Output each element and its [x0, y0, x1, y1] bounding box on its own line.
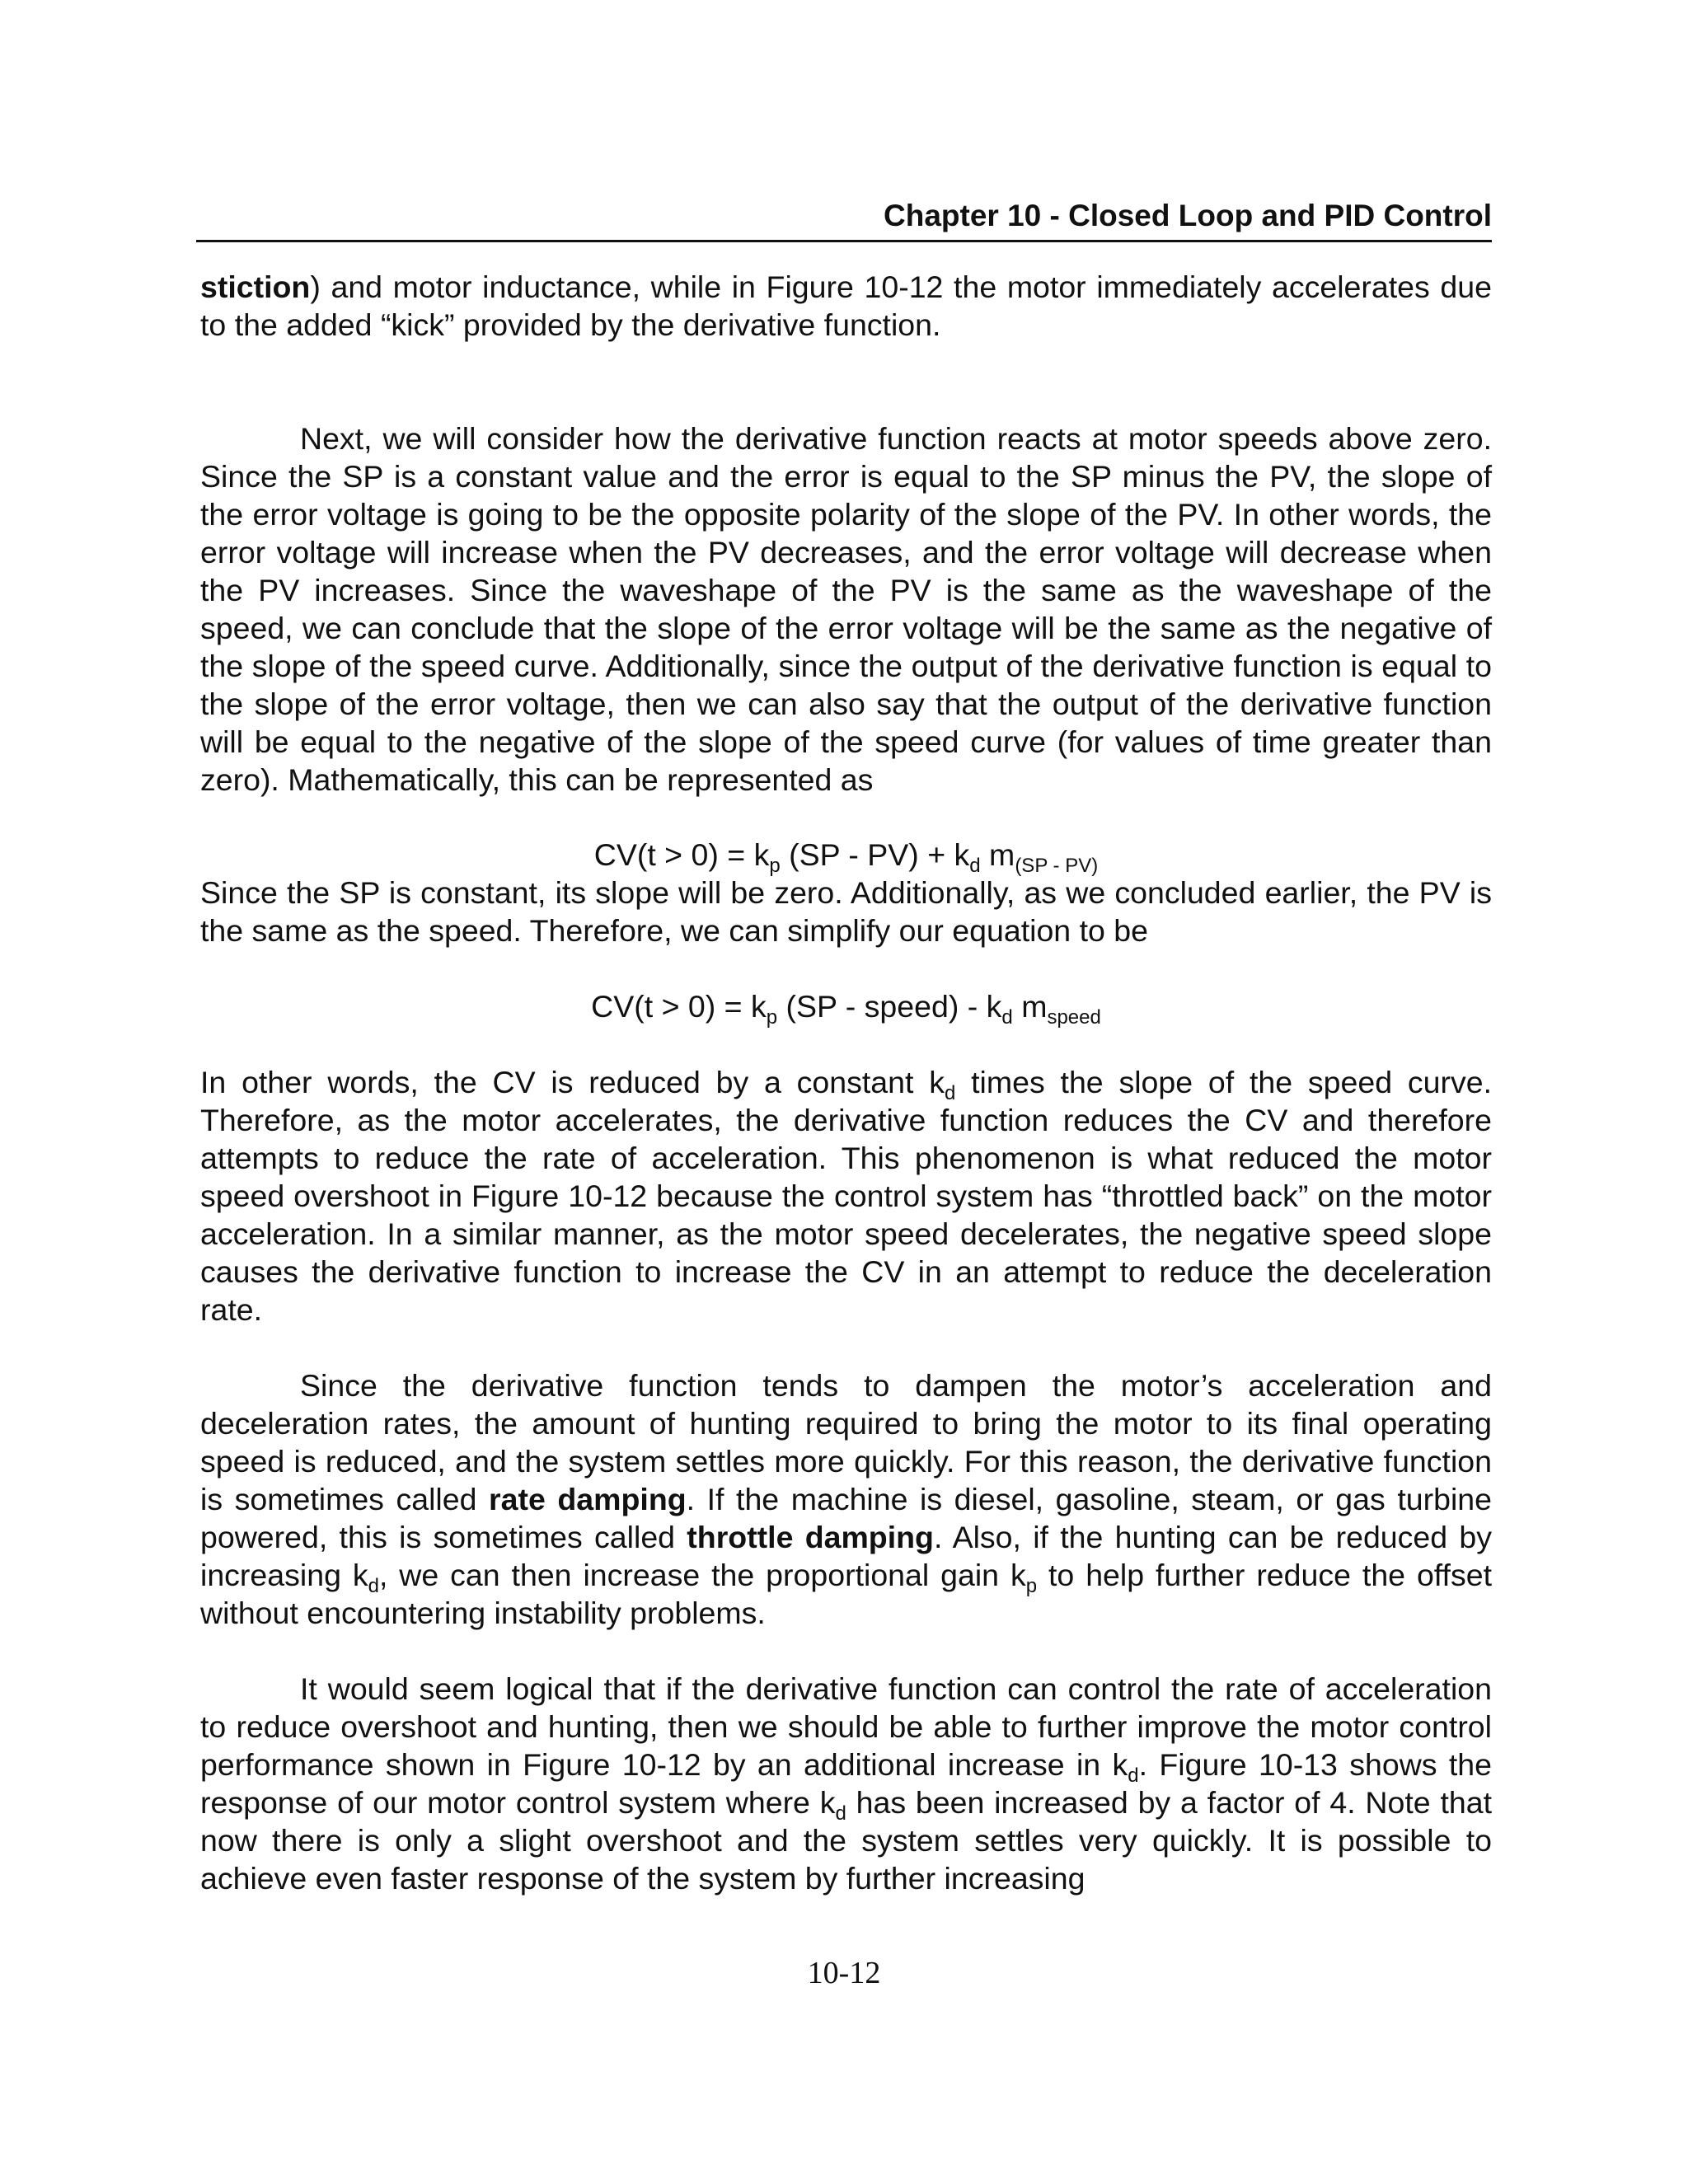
equation-2: $CV(t > 0) = k_p$ (SP - speed) - $k_d$ $m_{speed}$: [591, 989, 1101, 1029]
bold-term-throttle-damping: throttle damping: [687, 1520, 934, 1554]
chapter-header: Chapter 10 - Closed Loop and PID Control: [884, 199, 1492, 232]
paragraph-1: stiction) and motor inductance, while in Figure 10-12 the motor immediately accelerates due to the added “kick” provided by the derivative function.: [200, 269, 1492, 342]
equation-1: $CV(t > 0) = k_p$ $(SP - PV) + k_d$ $m_{(SP - PV)}$: [593, 837, 1099, 877]
paragraph-5: Since the derivative function tends to dampen the motor’s acceleration and deceleration rates, the amount of hunting required to bring the motor to its final operating speed is reduced, and the system settles more quickly. For this reason, the derivative function is sometimes called rate damping. If the machine is diesel, gasoline, steam, or gas turbine powered, this is sometimes called throttle damping. Also, if the hunting can be reduced by increasing $k_d$, we can then increase the proportional gain $k_p$ to help further reduce the offset without encountering instability problems.: [200, 1368, 1492, 1630]
bold-term-rate-damping: rate damping: [489, 1482, 687, 1516]
header-rule: [196, 240, 1492, 242]
paragraph-3: Since the SP is constant, its slope will be zero. Additionally, as we concluded earlier, the PV is the same as the speed. Therefore, we can simplify our equation to be: [200, 875, 1492, 948]
paragraph-6: It would seem logical that if the derivative function can control the rate of acceleration to reduce overshoot and hunting, then we should be able to further improve the motor control performance shown in Figure 10-12 by an additional increase in $k_d$. Figure 10-13 shows the response of our motor control system where $k_d$ has been increased by a factor of 4. Note that now there is only a slight overshoot and the system settles very quickly. It is possible to achieve even faster response of the system by further increasing: [200, 1671, 1492, 1896]
bold-term-stiction: stiction: [200, 269, 311, 304]
paragraph-4: In other words, the CV is reduced by a constant $k_d$ times the slope of the speed curve. Therefore, as the motor accelerates, the derivative function reduces the CV and therefore attempts to reduce the rate of acceleration. This phenomenon is what reduced the motor speed overshoot in Figure 10-12 because the control system has “throttled back” on the motor acceleration. In a similar manner, as the motor speed decelerates, the negative speed slope causes the derivative function to increase the CV in an attempt to reduce the deceleration rate.: [200, 1065, 1492, 1327]
page-number: 10-12: [807, 1956, 881, 1990]
paragraph-2: Next, we will consider how the derivative function reacts at motor speeds above zero. Since the SP is a constant value and the error is equal to the SP minus the PV, the slope of the error voltage is going to be the opposite polarity of the slope of the PV. In other words, the error voltage will increase when the PV decreases, and the error voltage will decrease when the PV increases. Since the waveshape of the PV is the same as the waveshape of the speed, we can conclude that the slope of the error voltage will be the same as the negative of the slope of the speed curve. Additionally, since the output of the derivative function is equal to the slope of the error voltage, then we can also say that the output of the derivative function will be equal to the negative of the slope of the speed curve (for values of time greater than zero). Mathematically, this can be represented as: [200, 421, 1492, 797]
